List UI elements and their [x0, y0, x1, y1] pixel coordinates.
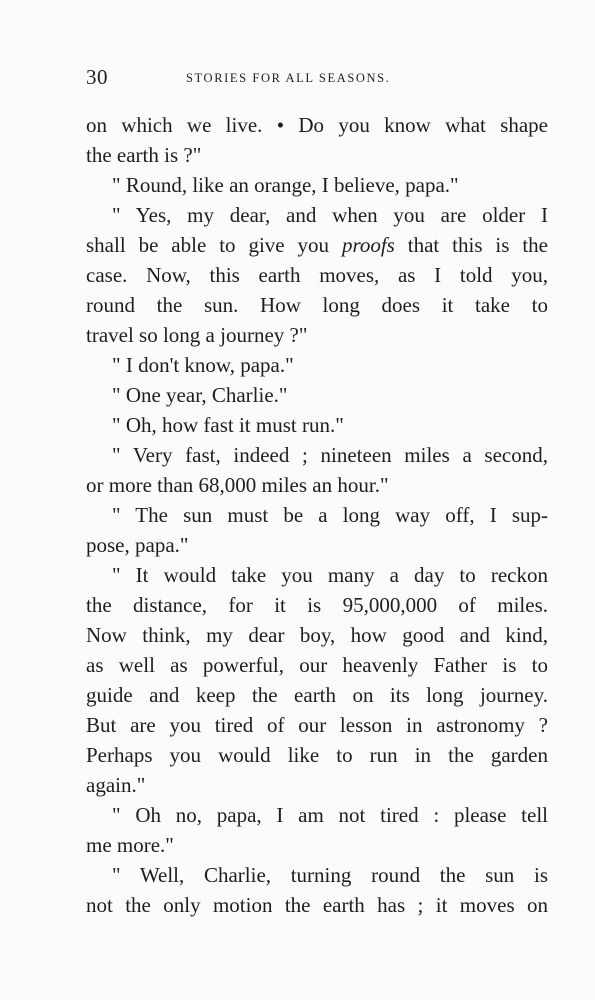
text-line: " Very fast, indeed ; nineteen miles a second,	[112, 443, 548, 467]
text-line: pose, papa."	[86, 533, 189, 557]
text-line: round the sun. How long does it take to	[86, 293, 548, 317]
text-line: again."	[86, 773, 146, 797]
text-line: " Oh, how fast it must run."	[112, 413, 344, 437]
text-line: me more."	[86, 833, 174, 857]
text-line: the distance, for it is 95,000,000 of miles.	[86, 593, 548, 617]
running-head	[86, 62, 546, 92]
emphasis-word: proofs	[341, 233, 395, 257]
text-line: as well as powerful, our heavenly Father is to	[86, 653, 548, 677]
running-title: STORIES FOR ALL SEASONS.	[186, 71, 391, 85]
text-line: Now think, my dear boy, how good and kind,	[86, 623, 548, 647]
text-line: Perhaps you would like to run in the garden	[86, 743, 548, 767]
text-line: " Oh no, papa, I am not tired : please tell	[112, 803, 548, 827]
text-line: " Well, Charlie, turning round the sun is	[112, 863, 548, 887]
text-line: guide and keep the earth on its long journey.	[86, 683, 548, 707]
text-line: " Yes, my dear, and when you are older I	[112, 203, 548, 227]
text-line: on which we live. • Do you know what shape	[86, 113, 548, 137]
text-line: or more than 68,000 miles an hour."	[86, 473, 389, 497]
text-line: But are you tired of our lesson in astronomy ?	[86, 713, 548, 737]
text-line: shall be able to give you proofs that this is the	[86, 233, 548, 257]
page-number: 30	[86, 65, 108, 89]
text-line: " One year, Charlie."	[112, 383, 288, 407]
text-line: the earth is ?"	[86, 143, 202, 167]
text-line: " Round, like an orange, I believe, papa."	[112, 173, 459, 197]
text-line: case. Now, this earth moves, as I told you,	[86, 263, 548, 287]
text-line: not the only motion the earth has ; it moves on	[86, 893, 548, 917]
text-line: " I don't know, papa."	[112, 353, 294, 377]
body-text	[86, 110, 548, 920]
text-line: " The sun must be a long way off, I sup-	[112, 503, 548, 527]
text-line: travel so long a journey ?"	[86, 323, 308, 347]
text-line: " It would take you many a day to reckon	[112, 563, 548, 587]
